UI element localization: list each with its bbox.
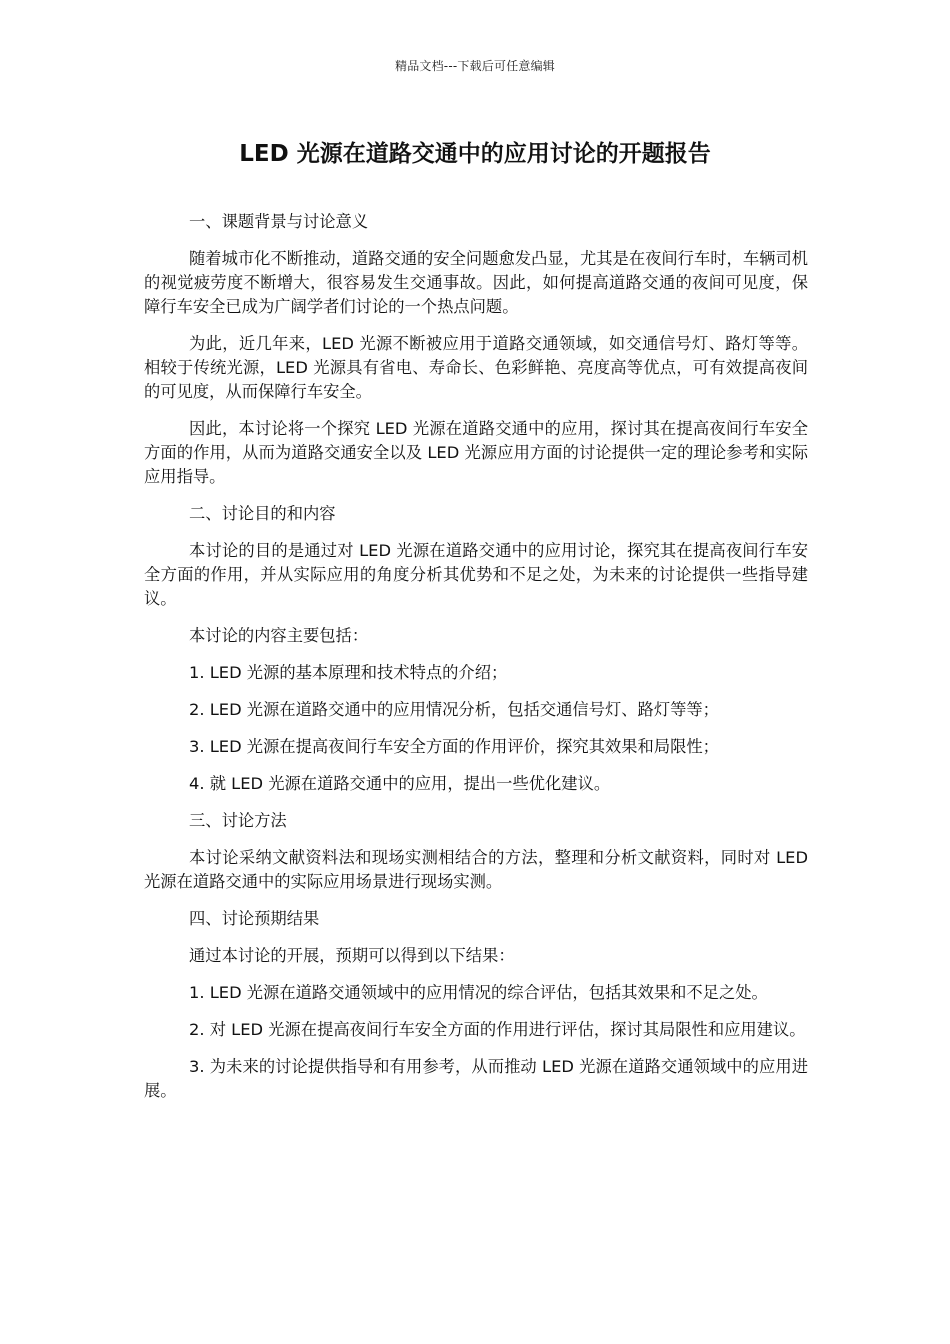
list-item-result-1: 1. LED 光源在道路交通领域中的应用情况的综合评估，包括其效果和不足之处。: [189, 983, 768, 1002]
paragraph-background-3: 因此，本讨论将一个探究 LED 光源在道路交通中的应用，探讨其在提高夜间行车安全方面的作用，从而为道路交通安全以及 LED 光源应用方面的讨论提供一定的理论参考和实际应用指导。: [144, 419, 808, 486]
paragraph-content-intro: 本讨论的内容主要包括：: [189, 626, 369, 645]
section-heading-results: 四、讨论预期结果: [189, 909, 320, 928]
paragraph-background-1: 随着城市化不断推动，道路交通的安全问题愈发凸显，尤其是在夜间行车时，车辆司机的视觉疲劳度不断增大，很容易发生交通事故。因此，如何提高道路交通的夜间可见度，保障行车安全已成为广阔学者们讨论的一个热点问题。: [144, 249, 808, 316]
list-item-content-3: 3. LED 光源在提高夜间行车安全方面的作用评价，探究其效果和局限性；: [189, 737, 719, 756]
paragraph-method: 本讨论采纳文献资料法和现场实测相结合的方法，整理和分析文献资料，同时对 LED 光源在道路交通中的实际应用场景进行现场实测。: [144, 848, 808, 891]
list-item-content-2: 2. LED 光源在道路交通中的应用情况分析，包括交通信号灯、路灯等等；: [189, 700, 719, 719]
paragraph-background-2: 为此，近几年来，LED 光源不断被应用于道路交通领域，如交通信号灯、路灯等等。相较于传统光源，LED 光源具有省电、寿命长、色彩鲜艳、亮度高等优点，可有效提高夜间的可见度，从而保障行车安全。: [144, 334, 808, 401]
section-heading-background: 一、课题背景与讨论意义: [189, 212, 369, 231]
list-item-result-3: 3. 为未来的讨论提供指导和有用参考，从而推动 LED 光源在道路交通领域中的应用进展。: [144, 1057, 808, 1100]
section-heading-purpose: 二、讨论目的和内容: [189, 504, 336, 523]
paragraph-results-intro: 通过本讨论的开展，预期可以得到以下结果：: [189, 946, 515, 965]
list-item-content-4: 4. 就 LED 光源在道路交通中的应用，提出一些优化建议。: [189, 774, 611, 793]
document-title: LED 光源在道路交通中的应用讨论的开题报告: [239, 141, 711, 167]
list-item-result-2: 2. 对 LED 光源在提高夜间行车安全方面的作用进行评估，探讨其局限性和应用建议。: [189, 1020, 806, 1039]
section-heading-method: 三、讨论方法: [189, 811, 287, 830]
paragraph-purpose: 本讨论的目的是通过对 LED 光源在道路交通中的应用讨论，探究其在提高夜间行车安全方面的作用，并从实际应用的角度分析其优势和不足之处，为未来的讨论提供一些指导建议。: [144, 541, 808, 608]
list-item-content-1: 1. LED 光源的基本原理和技术特点的介绍；: [189, 663, 508, 682]
document-body: [144, 210, 808, 1116]
header-note: 精品文档---下载后可任意编辑: [395, 59, 555, 73]
